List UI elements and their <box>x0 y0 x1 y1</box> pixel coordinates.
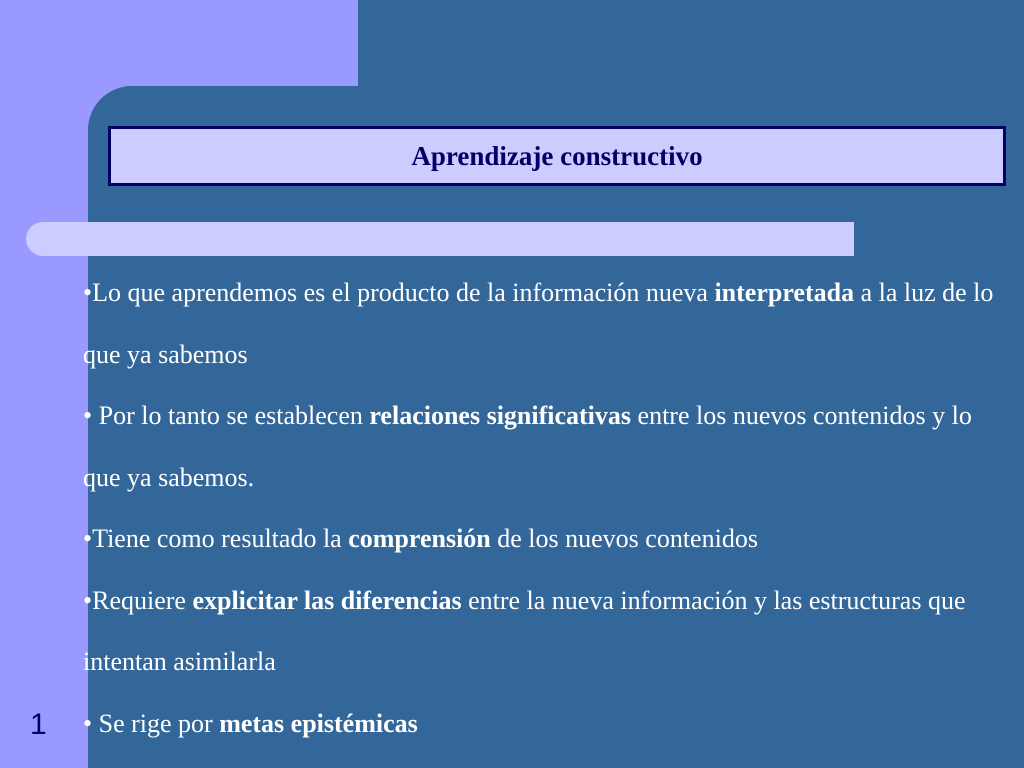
slide-number: 1 <box>30 708 47 741</box>
bullet-item: •Tiene como resultado la comprensión de los nuevos contenidos <box>83 524 758 553</box>
decor-pill-bar <box>26 222 854 256</box>
top-decor-block <box>0 0 358 86</box>
left-decor-strip <box>0 0 88 768</box>
bullet-item: •Lo que aprendemos es el producto de la información nueva interpretada a la luz de lo que ya sabemos <box>83 278 994 369</box>
slide-content <box>83 262 1003 754</box>
bullet-item: • Se rige por metas epistémicas <box>83 708 418 738</box>
bullet-item: •Requiere explicitar las diferencias entre la nueva información y las estructuras que intentan asimilarla <box>83 585 966 676</box>
slide-title: Aprendizaje constructivo <box>411 140 703 171</box>
bullet-item: • Por lo tanto se establecen relaciones significativas entre los nuevos contenidos y lo que ya sabemos. <box>83 401 972 492</box>
slide-title-box <box>108 126 1006 186</box>
